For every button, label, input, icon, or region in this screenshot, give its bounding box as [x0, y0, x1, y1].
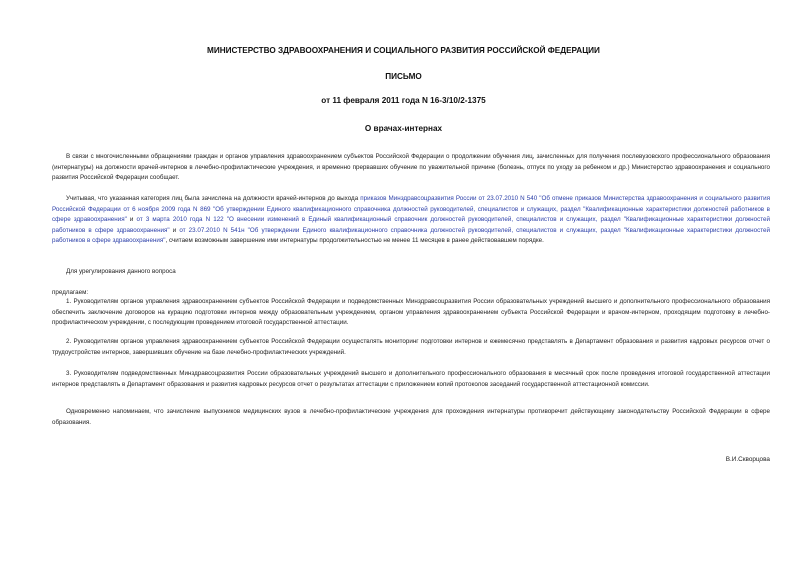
paragraph-intro: В связи с многочисленными обращениями граждан и органов управления здравоохранением субъектов Российской Федерации о продолжении обучения лиц, зачисленных для получения послевузовского профессионального образования (интернатуры) на должности врачей-интернов в лечебно-профилактические учреждения, и временно прервавших обучение по уважительной причине (болезнь, отпуск по уходу за ребенком и др.) Министерство здравоохранения и социального развития Российской Федерации сообщает.	[52, 153, 770, 182]
paragraph-considering-text-a: Учитывая, что указанная категория лиц была зачислена на должности врачей-интернов до выхода	[66, 195, 361, 202]
ministry-title: МИНИСТЕРСТВО ЗДРАВООХРАНЕНИЯ И СОЦИАЛЬНОГО РАЗВИТИЯ РОССИЙСКОЙ ФЕДЕРАЦИИ	[207, 46, 600, 55]
order-122-link[interactable]: от 3 марта 2010 года N 122 "О внесении изменений в Единый квалификационный справочник должностей руководителей, специалистов и служащих, раздел "Квалификационные характеристики должностей работников в сфере здравоохранения"	[52, 216, 770, 234]
paragraph-item-3: 3. Руководителям подведомственных Минздравсоцразвития России образовательных учреждений высшего и дополнительного профессионального образования в месячный срок после проведения итоговой государственной аттестации интернов представлять в Департамент образования и развития кадровых ресурсов отчет о результатах аттестации с приложением копий протоколов заседаний государственной аттестационной комиссии.	[52, 370, 770, 388]
paragraph-considering-text-d: , считаем возможным завершение ими интернатуры продолжительностью не менее 11 месяцев в ранее действовавшем порядке.	[165, 237, 544, 245]
order-541n-link[interactable]: от 23.07.2010 N 541н "Об утверждении Единого квалификационного справочника должностей руководителей, специалистов и служащих, раздел "Квалификационные характеристики должностей работников в сфере здравоохранения"	[52, 226, 770, 245]
paragraph-considering-text-c: и	[169, 226, 180, 234]
document-date-number: от 11 февраля 2011 года N 16-3/10/2-1375	[321, 96, 486, 105]
paragraph-considering-text-b: и	[126, 216, 137, 224]
paragraph-item-2: 2. Руководителям органов управления здравоохранением субъектов Российской Федерации осуществлять мониторинг подготовки интернов и ежемесячно представлять в Департамент образования и развития кадровых ресурсов отчет о трудоустройстве интернов, завершивших обучение на базе лечебно-профилактических учреждений.	[52, 338, 770, 356]
document-subject: О врачах-интернах	[364, 124, 443, 133]
paragraph-propose: предлагаем:	[52, 289, 89, 296]
paragraph-considering	[52, 194, 770, 247]
signature: В.И.Скворцова	[725, 456, 770, 463]
paragraph-reminder: Одновременно напоминаем, что зачисление выпускников медицинских вузов в лечебно-профилактические учреждения для прохождения интернатуры противоречит действующему законодательству Российской Федерации в сфере образования.	[52, 408, 770, 426]
paragraph-item-1: 1. Руководителям органов управления здравоохранением субъектов Российской Федерации и подведомственных Минздравсоцразвития России образовательных учреждений высшего и дополнительного профессионального образования обеспечить заключение договоров на курацию подготовки интернов между образовательным учреждением, органом управления здравоохранением субъекта Российской Федерации и врачом-интерном, проходящим подготовку в лечебно-профилактическом учреждении, с последующим проведением итоговой государственной аттестации.	[52, 298, 770, 327]
paragraph-regulation: Для урегулирования данного вопроса	[66, 268, 176, 275]
order-540-link[interactable]: приказов Минздравсоцразвития России от 23.07.2010 N 540 "Об отмене приказов Министерства здравоохранения и социального развития Российской Федерации от 6 ноября 2009 года N 869 "Об утверждении Единого квалификационного справочника должностей руководителей, специалистов и служащих, раздел "Квалификационные характеристики должностей работников в сфере здравоохранения"	[52, 195, 770, 224]
document-type: ПИСЬМО	[385, 72, 422, 81]
